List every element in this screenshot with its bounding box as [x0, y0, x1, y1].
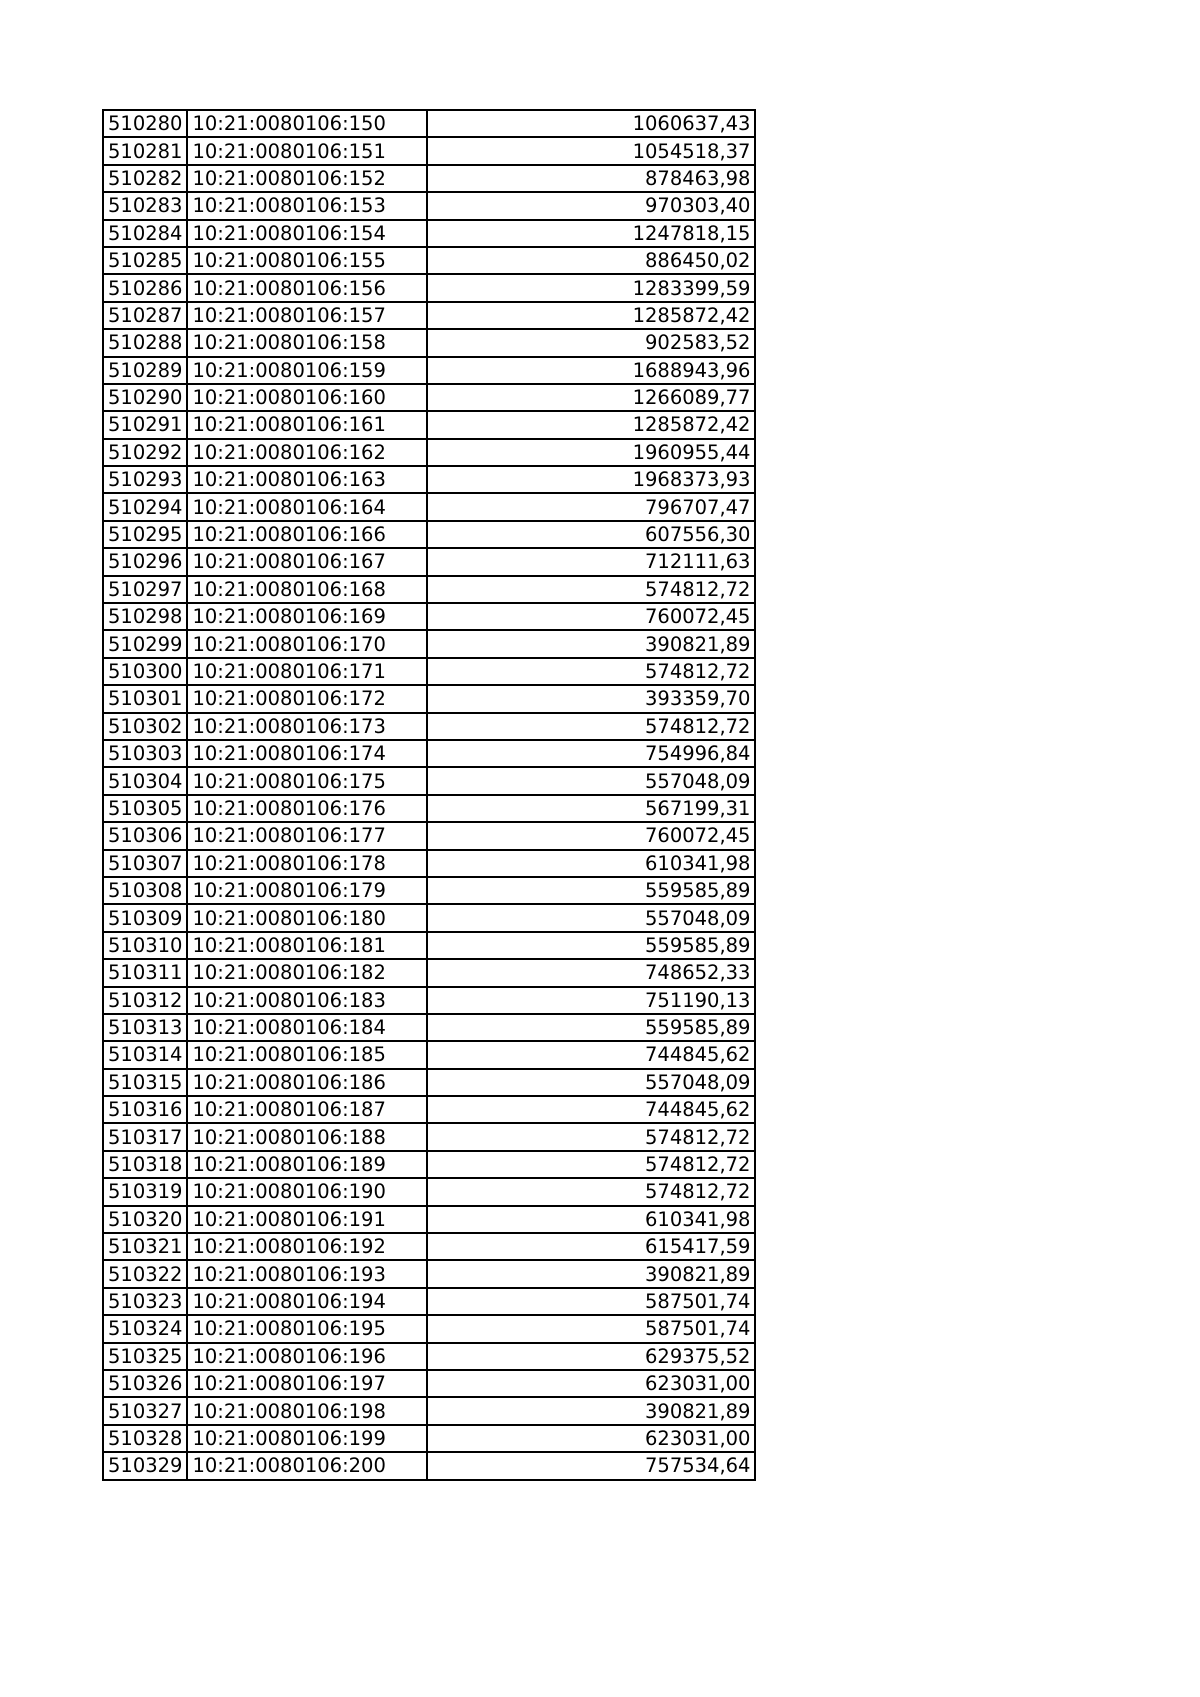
table-row — [103, 877, 755, 904]
cadastral-number-cell: 10:21:0080106:195 — [187, 1315, 427, 1342]
table-row — [103, 439, 755, 466]
row-id-cell: 510315 — [103, 1069, 187, 1096]
cadastral-number-cell: 10:21:0080106:173 — [187, 713, 427, 740]
row-id-cell: 510283 — [103, 192, 187, 219]
value-cell: 1285872,42 — [427, 302, 755, 329]
cadastral-number-cell: 10:21:0080106:155 — [187, 247, 427, 274]
table-row — [103, 1041, 755, 1068]
cadastral-number-cell: 10:21:0080106:194 — [187, 1288, 427, 1315]
row-id-cell: 510309 — [103, 904, 187, 931]
table-row — [103, 987, 755, 1014]
cadastral-number-cell: 10:21:0080106:180 — [187, 904, 427, 931]
row-id-cell: 510306 — [103, 822, 187, 849]
value-cell: 390821,89 — [427, 630, 755, 657]
value-cell: 757534,64 — [427, 1452, 755, 1479]
table-row — [103, 411, 755, 438]
row-id-cell: 510313 — [103, 1014, 187, 1041]
value-cell: 567199,31 — [427, 795, 755, 822]
table-row — [103, 850, 755, 877]
table-row — [103, 1315, 755, 1342]
cadastral-number-cell: 10:21:0080106:177 — [187, 822, 427, 849]
table-row — [103, 466, 755, 493]
table-row — [103, 713, 755, 740]
table-row — [103, 795, 755, 822]
cadastral-number-cell: 10:21:0080106:184 — [187, 1014, 427, 1041]
cadastral-number-cell: 10:21:0080106:151 — [187, 137, 427, 164]
cadastral-number-cell: 10:21:0080106:154 — [187, 220, 427, 247]
row-id-cell: 510289 — [103, 357, 187, 384]
row-id-cell: 510320 — [103, 1206, 187, 1233]
cadastral-number-cell: 10:21:0080106:166 — [187, 521, 427, 548]
table-row — [103, 1151, 755, 1178]
value-cell: 1283399,59 — [427, 274, 755, 301]
value-cell: 559585,89 — [427, 877, 755, 904]
row-id-cell: 510322 — [103, 1260, 187, 1287]
table-row — [103, 1397, 755, 1424]
value-cell: 629375,52 — [427, 1343, 755, 1370]
cadastral-number-cell: 10:21:0080106:152 — [187, 165, 427, 192]
value-cell: 557048,09 — [427, 1069, 755, 1096]
value-cell: 587501,74 — [427, 1288, 755, 1315]
table-row — [103, 1233, 755, 1260]
value-cell: 760072,45 — [427, 822, 755, 849]
row-id-cell: 510300 — [103, 658, 187, 685]
row-id-cell: 510291 — [103, 411, 187, 438]
value-cell: 970303,40 — [427, 192, 755, 219]
row-id-cell: 510308 — [103, 877, 187, 904]
value-cell: 1968373,93 — [427, 466, 755, 493]
table-row — [103, 110, 755, 137]
table-row — [103, 1452, 755, 1479]
table-row — [103, 959, 755, 986]
cadastral-number-cell: 10:21:0080106:185 — [187, 1041, 427, 1068]
value-cell: 615417,59 — [427, 1233, 755, 1260]
row-id-cell: 510316 — [103, 1096, 187, 1123]
row-id-cell: 510312 — [103, 987, 187, 1014]
table-row — [103, 493, 755, 520]
cadastral-number-cell: 10:21:0080106:188 — [187, 1123, 427, 1150]
cadastral-number-cell: 10:21:0080106:200 — [187, 1452, 427, 1479]
value-cell: 796707,47 — [427, 493, 755, 520]
value-cell: 557048,09 — [427, 767, 755, 794]
table-row — [103, 1206, 755, 1233]
row-id-cell: 510281 — [103, 137, 187, 164]
row-id-cell: 510324 — [103, 1315, 187, 1342]
cadastral-number-cell: 10:21:0080106:150 — [187, 110, 427, 137]
row-id-cell: 510314 — [103, 1041, 187, 1068]
cadastral-number-cell: 10:21:0080106:163 — [187, 466, 427, 493]
value-cell: 390821,89 — [427, 1260, 755, 1287]
row-id-cell: 510290 — [103, 384, 187, 411]
value-cell: 574812,72 — [427, 1123, 755, 1150]
row-id-cell: 510293 — [103, 466, 187, 493]
row-id-cell: 510327 — [103, 1397, 187, 1424]
value-cell: 1060637,43 — [427, 110, 755, 137]
cadastral-number-cell: 10:21:0080106:198 — [187, 1397, 427, 1424]
value-cell: 587501,74 — [427, 1315, 755, 1342]
value-cell: 607556,30 — [427, 521, 755, 548]
row-id-cell: 510310 — [103, 932, 187, 959]
row-id-cell: 510303 — [103, 740, 187, 767]
row-id-cell: 510311 — [103, 959, 187, 986]
table-row — [103, 658, 755, 685]
table-row — [103, 1425, 755, 1452]
cadastral-number-cell: 10:21:0080106:164 — [187, 493, 427, 520]
row-id-cell: 510301 — [103, 685, 187, 712]
table-row — [103, 384, 755, 411]
row-id-cell: 510284 — [103, 220, 187, 247]
value-cell: 744845,62 — [427, 1096, 755, 1123]
table-row — [103, 302, 755, 329]
cadastral-number-cell: 10:21:0080106:153 — [187, 192, 427, 219]
table-row — [103, 548, 755, 575]
table-row — [103, 822, 755, 849]
row-id-cell: 510329 — [103, 1452, 187, 1479]
table-row — [103, 1096, 755, 1123]
value-cell: 886450,02 — [427, 247, 755, 274]
table-row — [103, 767, 755, 794]
cadastral-number-cell: 10:21:0080106:174 — [187, 740, 427, 767]
table-row — [103, 685, 755, 712]
row-id-cell: 510282 — [103, 165, 187, 192]
cadastral-number-cell: 10:21:0080106:183 — [187, 987, 427, 1014]
cadastral-number-cell: 10:21:0080106:169 — [187, 603, 427, 630]
row-id-cell: 510286 — [103, 274, 187, 301]
table-row — [103, 1260, 755, 1287]
cadastral-number-cell: 10:21:0080106:186 — [187, 1069, 427, 1096]
table-row — [103, 521, 755, 548]
cadastral-number-cell: 10:21:0080106:176 — [187, 795, 427, 822]
value-cell: 574812,72 — [427, 713, 755, 740]
value-cell: 751190,13 — [427, 987, 755, 1014]
row-id-cell: 510285 — [103, 247, 187, 274]
cadastral-number-cell: 10:21:0080106:156 — [187, 274, 427, 301]
row-id-cell: 510326 — [103, 1370, 187, 1397]
row-id-cell: 510319 — [103, 1178, 187, 1205]
table-row — [103, 192, 755, 219]
value-cell: 1688943,96 — [427, 357, 755, 384]
row-id-cell: 510328 — [103, 1425, 187, 1452]
cadastral-number-cell: 10:21:0080106:162 — [187, 439, 427, 466]
cadastral-number-cell: 10:21:0080106:191 — [187, 1206, 427, 1233]
row-id-cell: 510325 — [103, 1343, 187, 1370]
cadastral-number-cell: 10:21:0080106:179 — [187, 877, 427, 904]
row-id-cell: 510321 — [103, 1233, 187, 1260]
row-id-cell: 510295 — [103, 521, 187, 548]
value-cell: 574812,72 — [427, 1178, 755, 1205]
value-cell: 760072,45 — [427, 603, 755, 630]
value-cell: 390821,89 — [427, 1397, 755, 1424]
value-cell: 1247818,15 — [427, 220, 755, 247]
value-cell: 748652,33 — [427, 959, 755, 986]
table-row — [103, 904, 755, 931]
table-row — [103, 1178, 755, 1205]
cadastral-number-cell: 10:21:0080106:182 — [187, 959, 427, 986]
value-cell: 623031,00 — [427, 1425, 755, 1452]
cadastral-number-cell: 10:21:0080106:193 — [187, 1260, 427, 1287]
row-id-cell: 510287 — [103, 302, 187, 329]
row-id-cell: 510298 — [103, 603, 187, 630]
cadastral-number-cell: 10:21:0080106:181 — [187, 932, 427, 959]
cadastral-number-cell: 10:21:0080106:197 — [187, 1370, 427, 1397]
row-id-cell: 510302 — [103, 713, 187, 740]
table-row — [103, 740, 755, 767]
value-cell: 1054518,37 — [427, 137, 755, 164]
table-row — [103, 274, 755, 301]
cadastral-number-cell: 10:21:0080106:172 — [187, 685, 427, 712]
cadastral-number-cell: 10:21:0080106:157 — [187, 302, 427, 329]
value-cell: 1266089,77 — [427, 384, 755, 411]
row-id-cell: 510304 — [103, 767, 187, 794]
cadastral-number-cell: 10:21:0080106:190 — [187, 1178, 427, 1205]
row-id-cell: 510288 — [103, 329, 187, 356]
cadastral-number-cell: 10:21:0080106:199 — [187, 1425, 427, 1452]
value-cell: 610341,98 — [427, 850, 755, 877]
value-cell: 878463,98 — [427, 165, 755, 192]
cadastral-number-cell: 10:21:0080106:161 — [187, 411, 427, 438]
cadastral-number-cell: 10:21:0080106:175 — [187, 767, 427, 794]
row-id-cell: 510297 — [103, 576, 187, 603]
table-row — [103, 137, 755, 164]
value-cell: 559585,89 — [427, 1014, 755, 1041]
table-row — [103, 247, 755, 274]
table-row — [103, 1123, 755, 1150]
cadastral-number-cell: 10:21:0080106:158 — [187, 329, 427, 356]
row-id-cell: 510323 — [103, 1288, 187, 1315]
table-row — [103, 932, 755, 959]
value-cell: 610341,98 — [427, 1206, 755, 1233]
table-row — [103, 630, 755, 657]
value-cell: 754996,84 — [427, 740, 755, 767]
table-row — [103, 1069, 755, 1096]
cadastral-number-cell: 10:21:0080106:187 — [187, 1096, 427, 1123]
value-cell: 623031,00 — [427, 1370, 755, 1397]
row-id-cell: 510317 — [103, 1123, 187, 1150]
row-id-cell: 510305 — [103, 795, 187, 822]
row-id-cell: 510280 — [103, 110, 187, 137]
cadastral-number-cell: 10:21:0080106:160 — [187, 384, 427, 411]
table-row — [103, 603, 755, 630]
row-id-cell: 510307 — [103, 850, 187, 877]
value-cell: 712111,63 — [427, 548, 755, 575]
value-cell: 393359,70 — [427, 685, 755, 712]
table-row — [103, 1014, 755, 1041]
data-table — [102, 109, 756, 1481]
row-id-cell: 510294 — [103, 493, 187, 520]
value-cell: 574812,72 — [427, 1151, 755, 1178]
table-body — [103, 110, 755, 1480]
table-row — [103, 1370, 755, 1397]
table-row — [103, 576, 755, 603]
table-row — [103, 1288, 755, 1315]
table-row — [103, 357, 755, 384]
value-cell: 574812,72 — [427, 658, 755, 685]
value-cell: 902583,52 — [427, 329, 755, 356]
row-id-cell: 510318 — [103, 1151, 187, 1178]
row-id-cell: 510292 — [103, 439, 187, 466]
cadastral-number-cell: 10:21:0080106:159 — [187, 357, 427, 384]
table-row — [103, 329, 755, 356]
table-row — [103, 1343, 755, 1370]
row-id-cell: 510299 — [103, 630, 187, 657]
cadastral-number-cell: 10:21:0080106:189 — [187, 1151, 427, 1178]
table-row — [103, 165, 755, 192]
cadastral-number-cell: 10:21:0080106:167 — [187, 548, 427, 575]
value-cell: 559585,89 — [427, 932, 755, 959]
cadastral-number-cell: 10:21:0080106:170 — [187, 630, 427, 657]
cadastral-number-cell: 10:21:0080106:168 — [187, 576, 427, 603]
cadastral-number-cell: 10:21:0080106:178 — [187, 850, 427, 877]
table-row — [103, 220, 755, 247]
row-id-cell: 510296 — [103, 548, 187, 575]
value-cell: 574812,72 — [427, 576, 755, 603]
cadastral-number-cell: 10:21:0080106:192 — [187, 1233, 427, 1260]
value-cell: 1285872,42 — [427, 411, 755, 438]
value-cell: 1960955,44 — [427, 439, 755, 466]
value-cell: 557048,09 — [427, 904, 755, 931]
value-cell: 744845,62 — [427, 1041, 755, 1068]
cadastral-number-cell: 10:21:0080106:171 — [187, 658, 427, 685]
cadastral-number-cell: 10:21:0080106:196 — [187, 1343, 427, 1370]
